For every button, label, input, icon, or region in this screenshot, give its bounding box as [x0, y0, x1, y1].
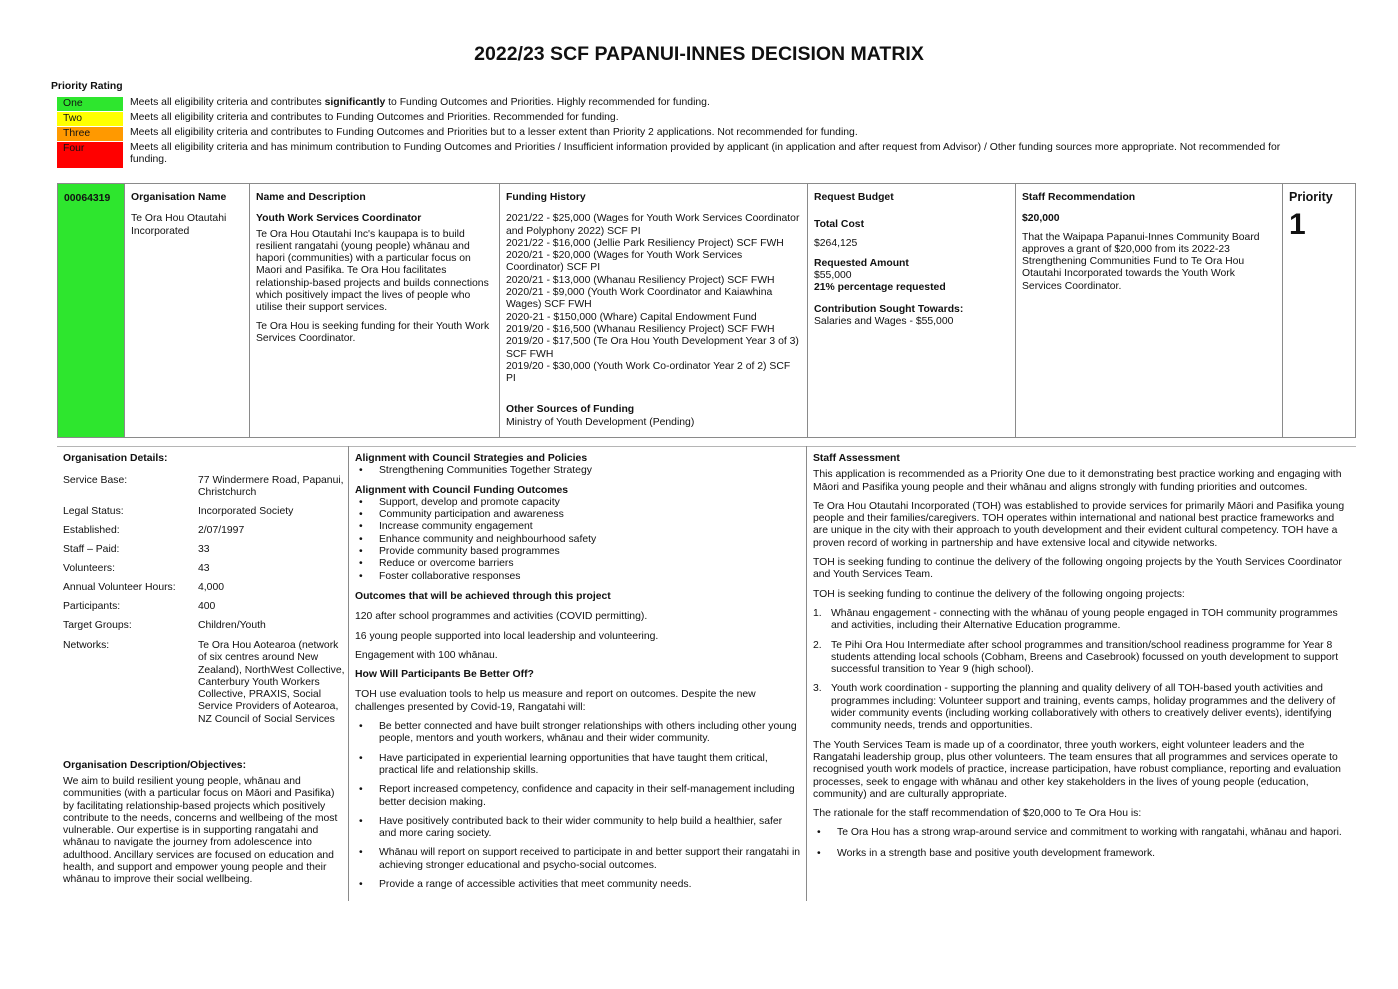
funding-history-item: 2020/21 - $13,000 (Whanau Resiliency Project) SCF FWH [506, 274, 775, 286]
list-item: • Increase community engagement [355, 521, 801, 533]
organisation-name-heading: Organisation Name [131, 192, 227, 203]
staff-assessment-column [813, 453, 1351, 860]
other-sources: Ministry of Youth Development (Pending) [506, 416, 695, 428]
contribution-label: Contribution Sought Towards: [814, 303, 964, 315]
achieved-outcomes-heading: Outcomes that will be achieved through this project [355, 590, 611, 602]
funding-history-item: 2021/22 - $16,000 (Jellie Park Resiliency Project) SCF FWH [506, 237, 784, 249]
list-item: • Community participation and awareness [355, 509, 801, 521]
priority-four-description: Meets all eligibility criteria and has minimum contribution to Funding Outcomes and Priorities / Insufficient information provided by applicant (in application and after request from Advisor) / Other funding sources more appropriate. Not recommended for funding. [130, 142, 1281, 165]
list-item: • Strengthening Communities Together Strategy [355, 465, 801, 477]
list-item: • Works in a strength base and positive youth development framework. [813, 848, 1351, 860]
rationale-list [813, 827, 1351, 860]
assessment-paragraph: The rationale for the staff recommendation of $20,000 to Te Ora Hou is: [813, 808, 1142, 820]
list-item: • Provide community based programmes [355, 546, 801, 558]
list-item: • Whānau will report on support received to participate in and better support their rangatahi in achieving stronger educational and psycho-social outcomes. [355, 847, 801, 872]
achieved-outcome: 16 young people supported into local leadership and volunteering. [355, 630, 659, 642]
name-description-heading: Name and Description [256, 192, 366, 203]
project-title: Youth Work Services Coordinator [256, 213, 422, 225]
request-budget-heading: Request Budget [814, 192, 894, 203]
total-cost-label: Total Cost [814, 219, 865, 231]
application-summary-table [57, 183, 1356, 438]
contribution-value: Salaries and Wages - $55,000 [814, 316, 954, 328]
assessment-paragraph: The Youth Services Team is made up of a coordinator, three youth workers, eight volunteer leaders and the Rangatahi leadership group, plus other volunteers. The team ensures that all programmes and services operate to recognised youth work models of practice, increase participation, have robust compliance, reporting and evaluation processes, seek to engage with whānau and other key stakeholders in the lives of young people (education, community) and are culturally appropriate. [813, 739, 1341, 800]
list-item: • Enhance community and neighbourhood safety [355, 534, 801, 546]
priority-value: 1 [1289, 208, 1306, 242]
list-item: • Provide a range of accessible activities that meet community needs. [355, 879, 801, 891]
list-item: • Have positively contributed back to their wider community to help build a healthier, safer and more caring society. [355, 816, 801, 841]
assessment-paragraph: This application is recommended as a Priority One due to it demonstrating best practice working and engaging with Māori and Pasifika young people and their whānau and aligns strongly with funding priorities and outcomes. [813, 469, 1342, 493]
priority-color-cell [58, 184, 124, 437]
achieved-outcome: 120 after school programmes and activities (COVID permitting). [355, 611, 648, 623]
better-off-intro: TOH use evaluation tools to help us measure and report on outcomes. Despite the new challenges presented by Covid-19, Rangatahi will: [355, 689, 756, 713]
percentage-requested: 21% percentage requested [814, 282, 946, 294]
funding-history-item: 2020/21 - $9,000 (Youth Work Coordinator and Kaiawhina Wages) SCF FWH [506, 287, 773, 311]
list-item: • Be better connected and have built stronger relationships with others including other young people, mentors and youth workers, whānau and their wider community. [355, 721, 801, 746]
strategies-list [355, 465, 801, 477]
alignment-column [355, 453, 801, 891]
priority-three-swatch: Three [57, 127, 123, 141]
request-budget-cell [814, 192, 1010, 328]
funding-history-heading: Funding History [506, 192, 586, 203]
organisation-name-cell [131, 192, 243, 238]
column-divider [348, 446, 349, 901]
total-cost-value: $264,125 [814, 237, 858, 249]
list-item: • Te Ora Hou has a strong wrap-around service and commitment to working with rangatahi, whānau and hapori. [813, 827, 1351, 839]
list-item: • Foster collaborative responses [355, 571, 801, 583]
funding-outcomes-heading: Alignment with Council Funding Outcomes [355, 484, 568, 496]
funding-history-item: 2019/20 - $17,500 (Te Ora Hou Youth Development Year 3 of 3) SCF FWH [506, 336, 799, 360]
strategies-heading: Alignment with Council Strategies and Policies [355, 453, 588, 464]
other-sources-heading: Other Sources of Funding [506, 404, 635, 416]
page-title: 2022/23 SCF PAPANUI-INNES DECISION MATRIX [474, 43, 924, 65]
priority-rating-heading: Priority Rating [51, 81, 123, 92]
list-item: 3. Youth work coordination - supporting the planning and quality delivery of all TOH-based youth activities and programmes including: Volunteer support and training, events camps, holiday programmes and the delivery of wider community events (including working collaboratively with others to creatively deliver events), identifying community needs, trends and opportunities. [813, 683, 1336, 732]
priority-four-swatch: Four [57, 142, 123, 168]
list-item: • Reduce or overcome barriers [355, 558, 801, 570]
funding-history-item: 2019/20 - $30,000 (Youth Work Co-ordinator Year 2 of 2) SCF PI [506, 360, 791, 385]
funding-history-item: 2021/22 - $25,000 (Wages for Youth Work Services Coordinator and Polyphony 2022) SCF PI [506, 213, 800, 237]
priority-two-swatch: Two [57, 112, 123, 126]
assessment-paragraph: Te Ora Hou Otautahi Incorporated (TOH) was established to provide services for primarily Māori and Pasifika young people and their families/caregivers. TOH operates within international and national best practice frameworks and are unique in the city with their approach to youth development and their evident cultural competency. TOH have a proven record of working in partnership and have extensive local and citywide networks. [813, 500, 1345, 549]
better-off-heading: How Will Participants Be Better Off? [355, 669, 534, 681]
organisation-objectives: We aim to build resilient young people, whānau and communities (with a particular focus on Māori and Pasifika) by facilitating relationship-based projects which positively contribute to the needs, concerns and wellbeing of the most vulnerable. Our expertise is in supporting rangatahi and whānau to navigate the journey from adolescence into adulthood. Ancillary services are focused on education and health, and support and empower young people and their whānau to improve their social wellbeing. [63, 776, 338, 886]
staff-recommendation-heading: Staff Recommendation [1022, 192, 1136, 203]
priority-two-description: Meets all eligibility criteria and contributes to Funding Outcomes and Priorities. Recommended for funding. [130, 112, 619, 123]
assessment-paragraph: TOH is seeking funding to continue the delivery of the following ongoing projects by the Youth Services Coordinator and Youth Services Team. [813, 557, 1342, 581]
funding-history-item: 2020/21 - $20,000 (Wages for Youth Work Services Coordinator) SCF PI [506, 250, 743, 274]
list-item: • Report increased competency, confidence and capacity in their self-management including better decision making. [355, 784, 801, 809]
column-divider [806, 446, 807, 901]
funding-history-item: 2020-21 - $150,000 (Whare) Capital Endowment Fund [506, 311, 757, 323]
name-description-cell [256, 192, 494, 345]
list-item: 2. Te Pihi Ora Hou Intermediate after school programmes and transition/school readiness programme for Year 8 students attending local schools (Cobham, Breens and Casebrook) focussed on youth development to support successful transition to Year 9 (high school). [813, 639, 1339, 676]
funding-history-item: 2019/20 - $16,500 (Whanau Resiliency Project) SCF FWH [506, 323, 775, 335]
priority-cell [1289, 191, 1349, 241]
priority-one-description: Meets all eligibility criteria and contributes significantly to Funding Outcomes and Priorities. Highly recommended for funding. [130, 97, 710, 108]
project-request-summary: Te Ora Hou is seeking funding for their Youth Work Services Coordinator. [256, 320, 490, 344]
list-item: • Have participated in experiential learning opportunities that have taught them critical, practical life and relationship skills. [355, 753, 801, 778]
priority-heading: Priority [1289, 190, 1333, 204]
assessment-paragraph: TOH is seeking funding to continue the delivery of the following ongoing projects: [813, 588, 1185, 600]
list-item: 1. Whānau engagement - connecting with the whānau of young people engaged in TOH community programmes and activities, including their Alternative Education programme. [813, 607, 1338, 632]
requested-amount-label: Requested Amount [814, 257, 909, 269]
ongoing-projects-list [813, 608, 1351, 733]
application-id: 00064319 [64, 193, 111, 204]
funding-history-cell [506, 192, 802, 429]
lower-section-rule [57, 446, 1356, 447]
recommendation-text: That the Waipapa Papanui-Innes Community Board approves a grant of $20,000 from its 2022-23 Strengthening Communities Fund to Te Ora Hou Otautahi Incorporated towards the Youth Work Services Coordinator. [1022, 231, 1260, 292]
organisation-details-heading: Organisation Details: [63, 453, 168, 464]
organisation-name: Te Ora Hou Otautahi Incorporated [131, 213, 227, 237]
achieved-outcome: Engagement with 100 whānau. [355, 649, 498, 661]
staff-recommendation-cell [1022, 192, 1276, 293]
list-item: • Support, develop and promote capacity [355, 497, 801, 509]
priority-three-description: Meets all eligibility criteria and contributes to Funding Outcomes and Priorities but to a lesser extent than Priority 2 applications. Not recommended for funding. [130, 127, 858, 138]
funding-outcomes-list [355, 497, 801, 583]
organisation-objectives-heading: Organisation Description/Objectives: [63, 760, 247, 771]
recommendation-amount: $20,000 [1022, 213, 1060, 225]
project-description: Te Ora Hou Otautahi Inc's kaupapa is to build resilient rangatahi (young people) whānau and hapori (communities) with a particular focus on Maori and Pasifika. Te Ora Hou facilitates relationship-based projects and builds connections which positively impact the lives of people who utilise their support services. [256, 228, 489, 314]
staff-assessment-heading: Staff Assessment [813, 453, 900, 464]
priority-one-swatch: One [57, 97, 123, 111]
requested-amount-value: $55,000 [814, 270, 852, 282]
better-off-list [355, 721, 801, 891]
